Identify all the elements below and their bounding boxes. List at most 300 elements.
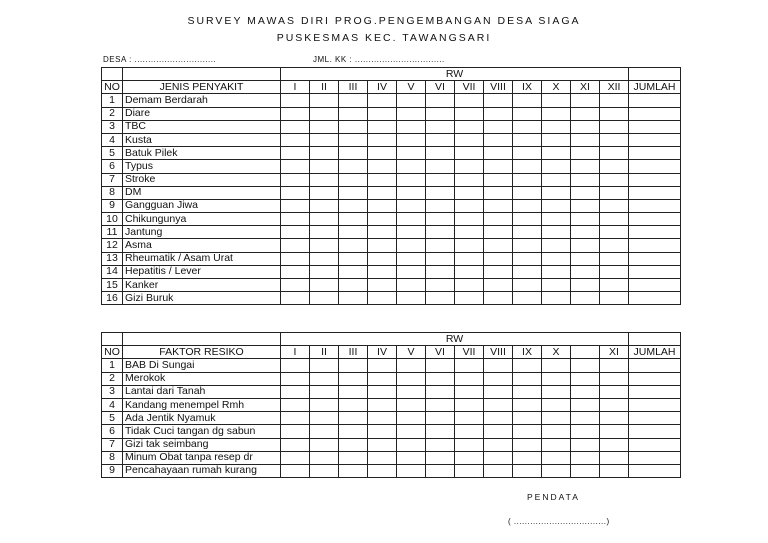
rw-value-cell[interactable] — [339, 213, 368, 226]
rw-value-cell[interactable] — [426, 385, 455, 398]
rw-value-cell[interactable] — [339, 239, 368, 252]
rw-value-cell[interactable] — [542, 265, 571, 278]
rw-value-cell[interactable] — [397, 199, 426, 212]
rw-value-cell[interactable] — [484, 94, 513, 107]
rw-value-cell[interactable] — [368, 186, 397, 199]
rw-value-cell[interactable] — [368, 239, 397, 252]
rw-value-cell[interactable] — [310, 359, 339, 372]
rw-value-cell[interactable] — [455, 464, 484, 477]
rw-value-cell[interactable] — [426, 359, 455, 372]
rw-value-cell[interactable] — [339, 147, 368, 160]
rw-value-cell[interactable] — [542, 133, 571, 146]
rw-value-cell[interactable] — [600, 451, 629, 464]
rw-value-cell[interactable] — [513, 425, 542, 438]
rw-value-cell[interactable] — [310, 239, 339, 252]
rw-value-cell[interactable] — [455, 173, 484, 186]
rw-value-cell[interactable] — [310, 120, 339, 133]
rw-value-cell[interactable] — [455, 425, 484, 438]
rw-value-cell[interactable] — [281, 199, 310, 212]
rw-value-cell[interactable] — [542, 385, 571, 398]
jumlah-cell[interactable] — [629, 199, 681, 212]
rw-value-cell[interactable] — [600, 412, 629, 425]
rw-value-cell[interactable] — [571, 186, 600, 199]
rw-value-cell[interactable] — [397, 372, 426, 385]
rw-value-cell[interactable] — [571, 133, 600, 146]
rw-value-cell[interactable] — [397, 147, 426, 160]
rw-value-cell[interactable] — [281, 464, 310, 477]
rw-value-cell[interactable] — [455, 107, 484, 120]
rw-value-cell[interactable] — [310, 226, 339, 239]
rw-value-cell[interactable] — [542, 173, 571, 186]
rw-value-cell[interactable] — [542, 464, 571, 477]
rw-value-cell[interactable] — [513, 147, 542, 160]
rw-value-cell[interactable] — [339, 359, 368, 372]
rw-value-cell[interactable] — [426, 186, 455, 199]
rw-value-cell[interactable] — [281, 213, 310, 226]
rw-value-cell[interactable] — [571, 107, 600, 120]
rw-value-cell[interactable] — [397, 186, 426, 199]
rw-value-cell[interactable] — [310, 398, 339, 411]
rw-value-cell[interactable] — [339, 292, 368, 305]
rw-value-cell[interactable] — [484, 359, 513, 372]
rw-value-cell[interactable] — [600, 372, 629, 385]
jumlah-cell[interactable] — [629, 265, 681, 278]
rw-value-cell[interactable] — [455, 385, 484, 398]
jumlah-cell[interactable] — [629, 451, 681, 464]
rw-value-cell[interactable] — [600, 226, 629, 239]
rw-value-cell[interactable] — [513, 199, 542, 212]
rw-value-cell[interactable] — [542, 120, 571, 133]
rw-value-cell[interactable] — [281, 359, 310, 372]
rw-value-cell[interactable] — [600, 199, 629, 212]
rw-value-cell[interactable] — [339, 160, 368, 173]
rw-value-cell[interactable] — [310, 279, 339, 292]
rw-value-cell[interactable] — [600, 107, 629, 120]
rw-value-cell[interactable] — [368, 464, 397, 477]
rw-value-cell[interactable] — [281, 239, 310, 252]
rw-value-cell[interactable] — [455, 133, 484, 146]
rw-value-cell[interactable] — [542, 372, 571, 385]
rw-value-cell[interactable] — [455, 359, 484, 372]
rw-value-cell[interactable] — [426, 173, 455, 186]
rw-value-cell[interactable] — [600, 120, 629, 133]
rw-value-cell[interactable] — [542, 252, 571, 265]
rw-value-cell[interactable] — [397, 107, 426, 120]
rw-value-cell[interactable] — [339, 464, 368, 477]
rw-value-cell[interactable] — [281, 412, 310, 425]
rw-value-cell[interactable] — [600, 252, 629, 265]
rw-value-cell[interactable] — [397, 292, 426, 305]
rw-value-cell[interactable] — [397, 398, 426, 411]
rw-value-cell[interactable] — [281, 292, 310, 305]
rw-value-cell[interactable] — [310, 173, 339, 186]
rw-value-cell[interactable] — [426, 252, 455, 265]
jumlah-cell[interactable] — [629, 226, 681, 239]
rw-value-cell[interactable] — [455, 239, 484, 252]
rw-value-cell[interactable] — [339, 412, 368, 425]
rw-value-cell[interactable] — [339, 226, 368, 239]
jumlah-cell[interactable] — [629, 385, 681, 398]
rw-value-cell[interactable] — [368, 385, 397, 398]
rw-value-cell[interactable] — [281, 398, 310, 411]
rw-value-cell[interactable] — [571, 213, 600, 226]
rw-value-cell[interactable] — [484, 133, 513, 146]
rw-value-cell[interactable] — [542, 147, 571, 160]
rw-value-cell[interactable] — [310, 292, 339, 305]
rw-value-cell[interactable] — [455, 412, 484, 425]
rw-value-cell[interactable] — [484, 186, 513, 199]
rw-value-cell[interactable] — [513, 412, 542, 425]
jumlah-cell[interactable] — [629, 213, 681, 226]
rw-value-cell[interactable] — [426, 147, 455, 160]
rw-value-cell[interactable] — [513, 464, 542, 477]
rw-value-cell[interactable] — [339, 107, 368, 120]
rw-value-cell[interactable] — [484, 226, 513, 239]
rw-value-cell[interactable] — [484, 213, 513, 226]
rw-value-cell[interactable] — [513, 385, 542, 398]
jumlah-cell[interactable] — [629, 94, 681, 107]
rw-value-cell[interactable] — [339, 398, 368, 411]
rw-value-cell[interactable] — [368, 173, 397, 186]
rw-value-cell[interactable] — [571, 239, 600, 252]
rw-value-cell[interactable] — [571, 173, 600, 186]
rw-value-cell[interactable] — [513, 292, 542, 305]
rw-value-cell[interactable] — [310, 199, 339, 212]
rw-value-cell[interactable] — [542, 213, 571, 226]
jumlah-cell[interactable] — [629, 292, 681, 305]
rw-value-cell[interactable] — [310, 425, 339, 438]
rw-value-cell[interactable] — [542, 292, 571, 305]
rw-value-cell[interactable] — [542, 239, 571, 252]
rw-value-cell[interactable] — [455, 226, 484, 239]
rw-value-cell[interactable] — [368, 226, 397, 239]
rw-value-cell[interactable] — [484, 412, 513, 425]
rw-value-cell[interactable] — [571, 451, 600, 464]
rw-value-cell[interactable] — [310, 385, 339, 398]
rw-value-cell[interactable] — [484, 199, 513, 212]
rw-value-cell[interactable] — [513, 120, 542, 133]
rw-value-cell[interactable] — [368, 213, 397, 226]
rw-value-cell[interactable] — [426, 226, 455, 239]
jumlah-cell[interactable] — [629, 464, 681, 477]
jumlah-cell[interactable] — [629, 173, 681, 186]
rw-value-cell[interactable] — [484, 173, 513, 186]
rw-value-cell[interactable] — [397, 438, 426, 451]
rw-value-cell[interactable] — [455, 438, 484, 451]
rw-value-cell[interactable] — [339, 133, 368, 146]
rw-value-cell[interactable] — [426, 94, 455, 107]
rw-value-cell[interactable] — [426, 107, 455, 120]
jumlah-cell[interactable] — [629, 160, 681, 173]
rw-value-cell[interactable] — [426, 133, 455, 146]
rw-value-cell[interactable] — [310, 94, 339, 107]
rw-value-cell[interactable] — [281, 372, 310, 385]
rw-value-cell[interactable] — [339, 279, 368, 292]
rw-value-cell[interactable] — [455, 252, 484, 265]
rw-value-cell[interactable] — [455, 398, 484, 411]
rw-value-cell[interactable] — [542, 438, 571, 451]
rw-value-cell[interactable] — [339, 186, 368, 199]
rw-value-cell[interactable] — [281, 226, 310, 239]
rw-value-cell[interactable] — [513, 279, 542, 292]
rw-value-cell[interactable] — [513, 265, 542, 278]
rw-value-cell[interactable] — [281, 160, 310, 173]
rw-value-cell[interactable] — [571, 385, 600, 398]
rw-value-cell[interactable] — [600, 133, 629, 146]
rw-value-cell[interactable] — [281, 385, 310, 398]
rw-value-cell[interactable] — [571, 252, 600, 265]
rw-value-cell[interactable] — [455, 292, 484, 305]
rw-value-cell[interactable] — [513, 451, 542, 464]
rw-value-cell[interactable] — [484, 372, 513, 385]
rw-value-cell[interactable] — [600, 359, 629, 372]
rw-value-cell[interactable] — [339, 265, 368, 278]
rw-value-cell[interactable] — [484, 279, 513, 292]
rw-value-cell[interactable] — [571, 147, 600, 160]
rw-value-cell[interactable] — [368, 107, 397, 120]
rw-value-cell[interactable] — [513, 372, 542, 385]
rw-value-cell[interactable] — [484, 398, 513, 411]
rw-value-cell[interactable] — [368, 398, 397, 411]
rw-value-cell[interactable] — [484, 438, 513, 451]
rw-value-cell[interactable] — [281, 120, 310, 133]
rw-value-cell[interactable] — [426, 372, 455, 385]
rw-value-cell[interactable] — [426, 292, 455, 305]
rw-value-cell[interactable] — [426, 425, 455, 438]
rw-value-cell[interactable] — [281, 133, 310, 146]
rw-value-cell[interactable] — [397, 359, 426, 372]
rw-value-cell[interactable] — [542, 107, 571, 120]
rw-value-cell[interactable] — [310, 412, 339, 425]
rw-value-cell[interactable] — [513, 160, 542, 173]
rw-value-cell[interactable] — [542, 94, 571, 107]
rw-value-cell[interactable] — [310, 451, 339, 464]
rw-value-cell[interactable] — [281, 252, 310, 265]
rw-value-cell[interactable] — [571, 464, 600, 477]
jumlah-cell[interactable] — [629, 252, 681, 265]
rw-value-cell[interactable] — [513, 173, 542, 186]
rw-value-cell[interactable] — [542, 412, 571, 425]
jumlah-cell[interactable] — [629, 412, 681, 425]
rw-value-cell[interactable] — [426, 213, 455, 226]
rw-value-cell[interactable] — [455, 94, 484, 107]
rw-value-cell[interactable] — [600, 173, 629, 186]
rw-value-cell[interactable] — [397, 133, 426, 146]
rw-value-cell[interactable] — [339, 173, 368, 186]
rw-value-cell[interactable] — [368, 372, 397, 385]
rw-value-cell[interactable] — [455, 451, 484, 464]
rw-value-cell[interactable] — [484, 292, 513, 305]
rw-value-cell[interactable] — [310, 186, 339, 199]
rw-value-cell[interactable] — [513, 226, 542, 239]
jumlah-cell[interactable] — [629, 425, 681, 438]
rw-value-cell[interactable] — [397, 160, 426, 173]
rw-value-cell[interactable] — [310, 133, 339, 146]
rw-value-cell[interactable] — [542, 186, 571, 199]
rw-value-cell[interactable] — [600, 398, 629, 411]
rw-value-cell[interactable] — [600, 147, 629, 160]
rw-value-cell[interactable] — [368, 160, 397, 173]
jumlah-cell[interactable] — [629, 372, 681, 385]
rw-value-cell[interactable] — [310, 160, 339, 173]
rw-value-cell[interactable] — [600, 213, 629, 226]
rw-value-cell[interactable] — [281, 173, 310, 186]
rw-value-cell[interactable] — [339, 252, 368, 265]
rw-value-cell[interactable] — [513, 239, 542, 252]
rw-value-cell[interactable] — [397, 385, 426, 398]
rw-value-cell[interactable] — [484, 425, 513, 438]
rw-value-cell[interactable] — [484, 265, 513, 278]
rw-value-cell[interactable] — [426, 199, 455, 212]
rw-value-cell[interactable] — [484, 107, 513, 120]
rw-value-cell[interactable] — [484, 252, 513, 265]
rw-value-cell[interactable] — [484, 120, 513, 133]
rw-value-cell[interactable] — [571, 412, 600, 425]
rw-value-cell[interactable] — [339, 120, 368, 133]
rw-value-cell[interactable] — [281, 265, 310, 278]
jumlah-cell[interactable] — [629, 120, 681, 133]
rw-value-cell[interactable] — [368, 199, 397, 212]
rw-value-cell[interactable] — [339, 425, 368, 438]
rw-value-cell[interactable] — [426, 464, 455, 477]
rw-value-cell[interactable] — [600, 239, 629, 252]
rw-value-cell[interactable] — [542, 226, 571, 239]
rw-value-cell[interactable] — [600, 385, 629, 398]
rw-value-cell[interactable] — [455, 186, 484, 199]
rw-value-cell[interactable] — [426, 412, 455, 425]
rw-value-cell[interactable] — [455, 147, 484, 160]
rw-value-cell[interactable] — [339, 199, 368, 212]
rw-value-cell[interactable] — [310, 265, 339, 278]
rw-value-cell[interactable] — [513, 213, 542, 226]
rw-value-cell[interactable] — [455, 199, 484, 212]
rw-value-cell[interactable] — [281, 147, 310, 160]
rw-value-cell[interactable] — [397, 213, 426, 226]
rw-value-cell[interactable] — [571, 372, 600, 385]
rw-value-cell[interactable] — [484, 147, 513, 160]
rw-value-cell[interactable] — [571, 359, 600, 372]
rw-value-cell[interactable] — [600, 160, 629, 173]
rw-value-cell[interactable] — [426, 160, 455, 173]
rw-value-cell[interactable] — [368, 425, 397, 438]
rw-value-cell[interactable] — [600, 438, 629, 451]
rw-value-cell[interactable] — [600, 279, 629, 292]
rw-value-cell[interactable] — [600, 464, 629, 477]
rw-value-cell[interactable] — [455, 372, 484, 385]
rw-value-cell[interactable] — [310, 213, 339, 226]
rw-value-cell[interactable] — [281, 425, 310, 438]
rw-value-cell[interactable] — [339, 438, 368, 451]
rw-value-cell[interactable] — [397, 451, 426, 464]
rw-value-cell[interactable] — [571, 265, 600, 278]
rw-value-cell[interactable] — [397, 94, 426, 107]
rw-value-cell[interactable] — [339, 94, 368, 107]
rw-value-cell[interactable] — [281, 279, 310, 292]
rw-value-cell[interactable] — [397, 239, 426, 252]
rw-value-cell[interactable] — [281, 451, 310, 464]
rw-value-cell[interactable] — [542, 160, 571, 173]
rw-value-cell[interactable] — [310, 372, 339, 385]
rw-value-cell[interactable] — [600, 292, 629, 305]
rw-value-cell[interactable] — [397, 173, 426, 186]
rw-value-cell[interactable] — [426, 120, 455, 133]
rw-value-cell[interactable] — [513, 107, 542, 120]
rw-value-cell[interactable] — [310, 147, 339, 160]
rw-value-cell[interactable] — [455, 120, 484, 133]
rw-value-cell[interactable] — [571, 292, 600, 305]
rw-value-cell[interactable] — [484, 385, 513, 398]
rw-value-cell[interactable] — [397, 265, 426, 278]
rw-value-cell[interactable] — [397, 120, 426, 133]
rw-value-cell[interactable] — [368, 412, 397, 425]
jumlah-cell[interactable] — [629, 147, 681, 160]
rw-value-cell[interactable] — [339, 451, 368, 464]
rw-value-cell[interactable] — [571, 279, 600, 292]
rw-value-cell[interactable] — [542, 398, 571, 411]
rw-value-cell[interactable] — [310, 107, 339, 120]
rw-value-cell[interactable] — [397, 226, 426, 239]
rw-value-cell[interactable] — [397, 425, 426, 438]
rw-value-cell[interactable] — [397, 252, 426, 265]
rw-value-cell[interactable] — [368, 252, 397, 265]
rw-value-cell[interactable] — [513, 438, 542, 451]
rw-value-cell[interactable] — [542, 359, 571, 372]
jumlah-cell[interactable] — [629, 438, 681, 451]
rw-value-cell[interactable] — [281, 186, 310, 199]
jumlah-cell[interactable] — [629, 133, 681, 146]
rw-value-cell[interactable] — [310, 252, 339, 265]
rw-value-cell[interactable] — [339, 385, 368, 398]
rw-value-cell[interactable] — [484, 451, 513, 464]
jumlah-cell[interactable] — [629, 359, 681, 372]
rw-value-cell[interactable] — [600, 186, 629, 199]
rw-value-cell[interactable] — [571, 226, 600, 239]
rw-value-cell[interactable] — [368, 438, 397, 451]
jumlah-cell[interactable] — [629, 186, 681, 199]
jumlah-cell[interactable] — [629, 398, 681, 411]
rw-value-cell[interactable] — [368, 265, 397, 278]
rw-value-cell[interactable] — [310, 464, 339, 477]
rw-value-cell[interactable] — [484, 160, 513, 173]
rw-value-cell[interactable] — [513, 94, 542, 107]
rw-value-cell[interactable] — [513, 186, 542, 199]
jumlah-cell[interactable] — [629, 239, 681, 252]
rw-value-cell[interactable] — [368, 359, 397, 372]
rw-value-cell[interactable] — [600, 94, 629, 107]
jumlah-cell[interactable] — [629, 107, 681, 120]
rw-value-cell[interactable] — [368, 94, 397, 107]
rw-value-cell[interactable] — [600, 265, 629, 278]
rw-value-cell[interactable] — [426, 398, 455, 411]
rw-value-cell[interactable] — [368, 279, 397, 292]
rw-value-cell[interactable] — [513, 252, 542, 265]
rw-value-cell[interactable] — [368, 120, 397, 133]
rw-value-cell[interactable] — [455, 160, 484, 173]
rw-value-cell[interactable] — [542, 279, 571, 292]
rw-value-cell[interactable] — [426, 239, 455, 252]
rw-value-cell[interactable] — [426, 279, 455, 292]
rw-value-cell[interactable] — [281, 438, 310, 451]
rw-value-cell[interactable] — [542, 425, 571, 438]
rw-value-cell[interactable] — [484, 464, 513, 477]
rw-value-cell[interactable] — [600, 425, 629, 438]
rw-value-cell[interactable] — [397, 279, 426, 292]
rw-value-cell[interactable] — [310, 438, 339, 451]
rw-value-cell[interactable] — [571, 438, 600, 451]
rw-value-cell[interactable] — [368, 147, 397, 160]
rw-value-cell[interactable] — [571, 398, 600, 411]
rw-value-cell[interactable] — [513, 398, 542, 411]
